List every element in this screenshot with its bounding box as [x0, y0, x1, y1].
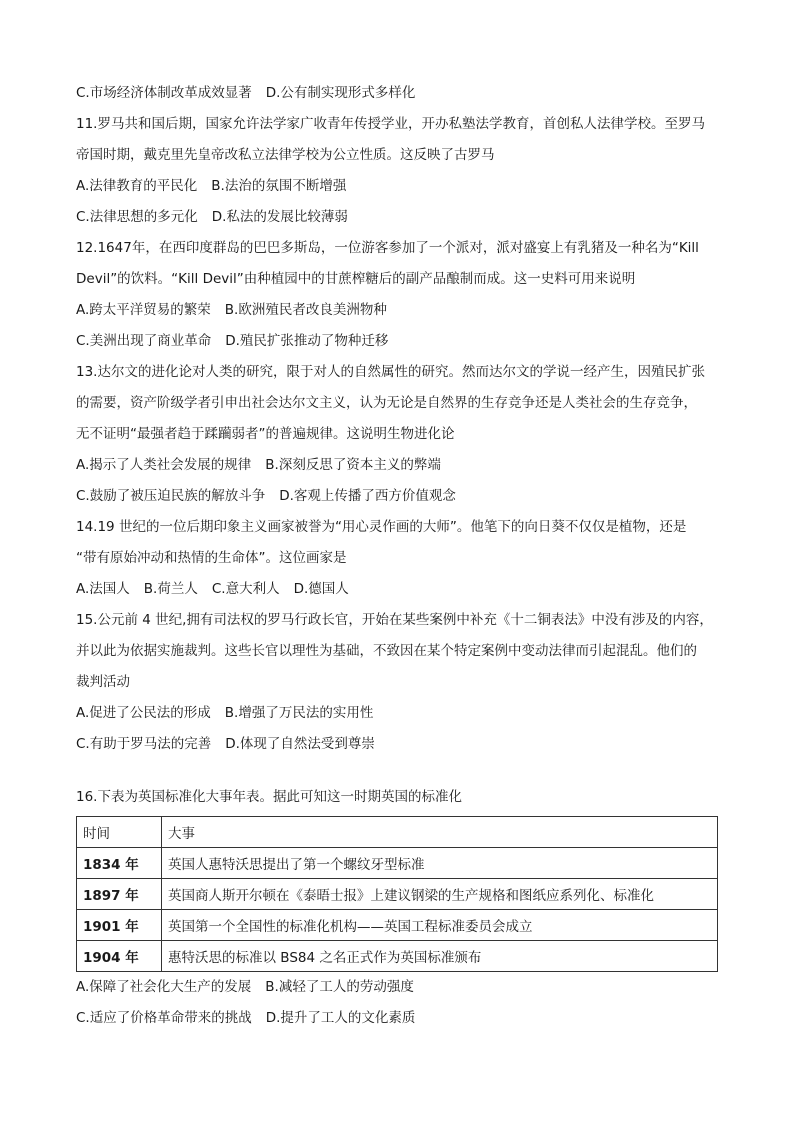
q15-option-d: D.体现了自然法受到尊崇	[225, 736, 375, 752]
q12-stem-line-2: Devil”的饮料。“Kill Devil”由种植园中的甘蔗榨糖后的副产品酿制而成。这一史料可用来说明	[76, 271, 636, 287]
q13-option-a: A.揭示了人类社会发展的规律	[76, 457, 252, 473]
q13-stem-line-3: 无不证明“最强者趋于蹂躏弱者”的普遍规律。这说明生物进化论	[76, 426, 455, 442]
q11-option-c: C.法律思想的多元化	[76, 209, 198, 225]
q11-option-a: A.法律教育的平民化	[76, 178, 198, 194]
q12-options-ab	[76, 295, 718, 326]
q13-options-cd	[76, 481, 718, 512]
q13-option-d: D.客观上传播了西方价值观念	[279, 488, 456, 504]
q14-option-d: D.德国人	[293, 581, 349, 597]
q16-options-ab	[76, 972, 718, 1003]
q16-stem: 16.下表为英国标准化大事年表。据此可知这一时期英国的标准化	[76, 789, 462, 805]
q16-option-d: D.提升了工人的文化素质	[265, 1010, 416, 1026]
q12-option-b: B.欧洲殖民者改良美洲物种	[224, 302, 387, 318]
table-row	[77, 848, 718, 879]
standardization-events-table	[76, 816, 718, 972]
table-cell-event: 英国人惠特沃思提出了第一个螺纹牙型标准	[162, 848, 718, 879]
q10-options-cd	[76, 78, 718, 109]
q11-stem-line-2: 帝国时期，戴克里先皇帝改私立法律学校为公立性质。这反映了古罗马	[76, 147, 495, 163]
q16-option-a: A.保障了社会化大生产的发展	[76, 979, 252, 995]
q11-options-ab	[76, 171, 718, 202]
q12-option-a: A.跨太平洋贸易的繁荣	[76, 302, 211, 318]
table-header-event: 大事	[162, 817, 718, 848]
q15-options-ab	[76, 698, 718, 729]
table-header-row	[77, 817, 718, 848]
q15-options-cd	[76, 729, 718, 760]
q16-option-b: B.减轻了工人的劳动强度	[265, 979, 414, 995]
q12-stem-line-1: 12.1647年，在西印度群岛的巴巴多斯岛，一位游客参加了一个派对，派对盛宴上有乳猪及一种名为“Kill	[76, 240, 699, 256]
q14-stem-line-1: 14.19 世纪的一位后期印象主义画家被誉为“用心灵作画的大师”。他笔下的向日葵不仅仅是植物，还是	[76, 519, 687, 535]
q13-option-c: C.鼓励了被压迫民族的解放斗争	[76, 488, 266, 504]
q10-option-c: C.市场经济体制改革成效显著	[76, 85, 252, 101]
q14-stem-line-2: “带有原始冲动和热情的生命体”。这位画家是	[76, 550, 347, 566]
q11-stem-line-1: 11.罗马共和国后期，国家允许法学家广收青年传授学业，开办私塾法学教育，首创私人法律学校。至罗马	[76, 116, 705, 132]
q11-option-d: D.私法的发展比较薄弱	[211, 209, 348, 225]
q13-options-ab	[76, 450, 718, 481]
q15-option-c: C.有助于罗马法的完善	[76, 736, 212, 752]
q12-options-cd	[76, 326, 718, 357]
table-row	[77, 941, 718, 972]
table-cell-year: 1901 年	[77, 910, 162, 941]
q13-stem-line-1: 13.达尔文的进化论对人类的研究，限于对人的自然属性的研究。然而达尔文的学说一经产生，因殖民扩张	[76, 364, 705, 380]
q15-stem-line-1: 15.公元前 4 世纪,拥有司法权的罗马行政长官，开始在某些案例中补充《十二铜表法》中没有涉及的内容，	[76, 612, 713, 628]
table-row	[77, 910, 718, 941]
q10-option-d: D.公有制实现形式多样化	[265, 85, 416, 101]
q11-options-cd	[76, 202, 718, 233]
q15-option-a: A.促进了公民法的形成	[76, 705, 211, 721]
q11-option-b: B.法治的氛围不断增强	[211, 178, 347, 194]
table-cell-event: 惠特沃思的标准以 BS84 之名正式作为英国标准颁布	[162, 941, 718, 972]
table-cell-event: 英国第一个全国性的标准化机构——英国工程标准委员会成立	[162, 910, 718, 941]
table-cell-event: 英国商人斯开尔顿在《泰晤士报》上建议钢梁的生产规格和图纸应系列化、标准化	[162, 879, 718, 910]
section-spacer	[76, 760, 718, 782]
q14-option-a: A.法国人	[76, 581, 130, 597]
q13-stem-line-2: 的需要，资产阶级学者引申出社会达尔文主义，认为无论是自然界的生存竞争还是人类社会的生存竞争，	[76, 395, 697, 411]
q14-option-b: B.荷兰人	[143, 581, 198, 597]
q15-stem-line-2: 并以此为依据实施裁判。这些长官以理性为基础，不致因在某个特定案例中变动法律而引起混乱。他们的	[76, 643, 697, 659]
q12-option-d: D.殖民扩张推动了物种迁移	[225, 333, 389, 349]
table-cell-year: 1897 年	[77, 879, 162, 910]
q14-option-c: C.意大利人	[211, 581, 280, 597]
table-row	[77, 879, 718, 910]
q12-option-c: C.美洲出现了商业革命	[76, 333, 212, 349]
table-cell-year: 1834 年	[77, 848, 162, 879]
q13-option-b: B.深刻反思了资本主义的弊端	[265, 457, 441, 473]
q16-options-cd	[76, 1003, 718, 1034]
table-header-time: 时间	[77, 817, 162, 848]
table-cell-year: 1904 年	[77, 941, 162, 972]
q16-option-c: C.适应了价格革命带来的挑战	[76, 1010, 252, 1026]
q14-options	[76, 574, 718, 605]
exam-page	[76, 78, 718, 1034]
q15-stem-line-3: 裁判活动	[76, 674, 130, 690]
q15-option-b: B.增强了万民法的实用性	[224, 705, 374, 721]
